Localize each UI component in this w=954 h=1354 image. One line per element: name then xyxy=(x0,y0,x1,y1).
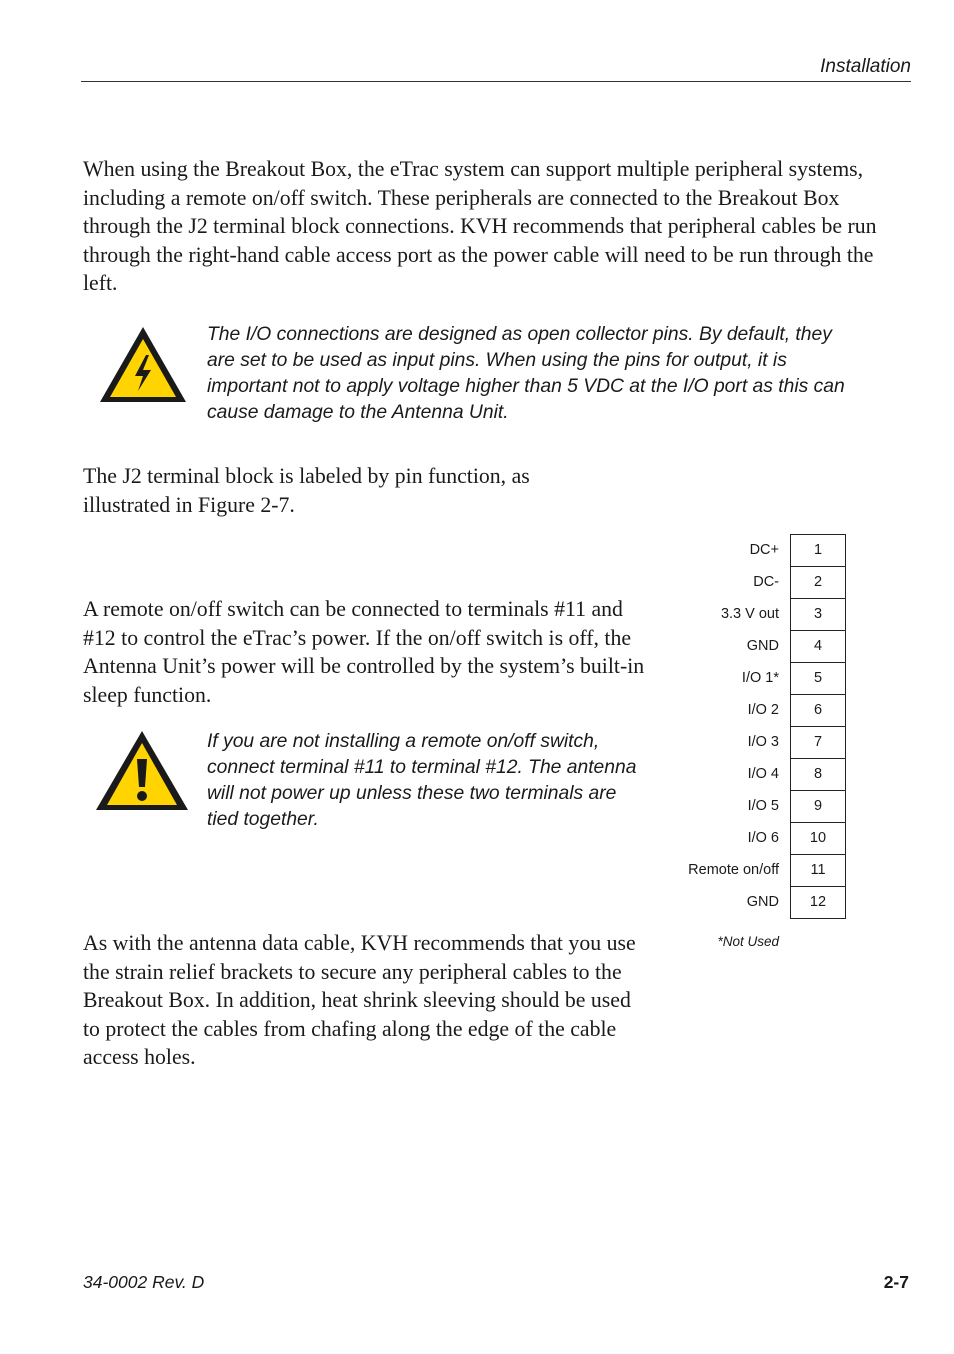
terminal-label: I/O 5 xyxy=(747,798,779,814)
terminal-pin: 10 xyxy=(791,823,845,855)
terminal-pin: 2 xyxy=(791,567,845,599)
document-number: 34-0002 Rev. D xyxy=(83,1272,205,1292)
terminal-footnote: *Not Used xyxy=(717,934,779,949)
terminal-label: 3.3 V out xyxy=(720,606,779,622)
j2-terminal-block xyxy=(790,534,846,919)
terminal-pin: 9 xyxy=(791,791,845,823)
note-io-voltage: The I/O connections are designed as open collector pins. By default, they are set to be used as input pins. When using the pins for output, it is important not to apply voltage higher than 5 VDC at the I/O port as this can cause damage to the Antenna Unit. xyxy=(207,324,845,423)
terminal-label: I/O 1* xyxy=(741,670,779,686)
terminal-labels xyxy=(660,534,779,918)
terminal-pin: 11 xyxy=(791,855,845,887)
terminal-label: DC- xyxy=(753,574,779,590)
terminal-pin: 12 xyxy=(791,887,845,919)
terminal-label: DC+ xyxy=(749,542,779,558)
terminal-label: I/O 3 xyxy=(747,734,779,750)
terminal-pin: 3 xyxy=(791,599,845,631)
header-rule xyxy=(81,81,911,82)
terminal-pin: 8 xyxy=(791,759,845,791)
paragraph-remote-switch: A remote on/off switch can be connected to terminals #11 and #12 to control the eTrac’s power. If the on/off switch is off, the Antenna Unit’s power will be controlled by the system’s built-in sleep function. xyxy=(83,597,645,707)
terminal-pin: 4 xyxy=(791,631,845,663)
terminal-label: Remote on/off xyxy=(688,862,779,878)
paragraph-peripherals: When using the Breakout Box, the eTrac system can support multiple peripheral systems, including a remote on/off switch. These peripherals are connected to the Breakout Box through the J2 terminal block connections. KVH recommends that peripheral cables be run through the right-hand cable access port as the power cable will need to be run through the left. xyxy=(83,157,877,295)
terminal-pin: 6 xyxy=(791,695,845,727)
paragraph-strain-relief: As with the antenna data cable, KVH recommends that you use the strain relief brackets to secure any peripheral cables to the Breakout Box. In addition, heat shrink sleeving should be used to protect the cables from chafing along the edge of the cable access holes. xyxy=(83,931,636,1069)
page-number: 2-7 xyxy=(883,1272,909,1292)
terminal-label: I/O 4 xyxy=(747,766,779,782)
electrical-warning-icon xyxy=(97,325,189,410)
terminal-label: GND xyxy=(746,638,779,654)
running-header: Installation xyxy=(820,56,911,77)
terminal-pin: 7 xyxy=(791,727,845,759)
paragraph-j2-intro: The J2 terminal block is labeled by pin function, as illustrated in Figure 2-7. xyxy=(83,464,530,517)
terminal-label: GND xyxy=(746,894,779,910)
terminal-label: I/O 6 xyxy=(747,830,779,846)
note-remote-switch: If you are not installing a remote on/off switch, connect terminal #11 to terminal #12. The antenna will not power up unless these two terminals are tied together. xyxy=(207,731,637,830)
terminal-pin: 1 xyxy=(791,535,845,567)
terminal-pin: 5 xyxy=(791,663,845,695)
terminal-label: I/O 2 xyxy=(747,702,779,718)
caution-icon xyxy=(94,729,190,818)
